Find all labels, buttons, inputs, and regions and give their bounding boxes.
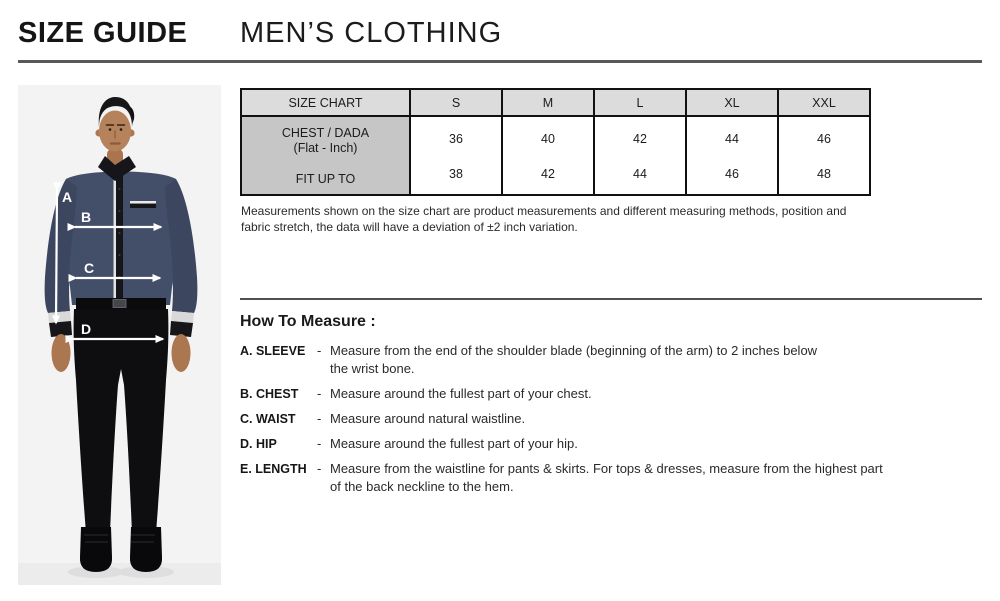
dash-separator: - — [317, 461, 322, 476]
size-values-s: 36 38 — [411, 117, 503, 194]
measure-description: Measure around natural waistline. — [330, 411, 526, 426]
size-chart-header-row — [242, 90, 869, 117]
measure-description: Measure from the end of the shoulder blade (beginning of the arm) to 2 inches below the wrist bone. — [330, 343, 818, 376]
fit-row-label: FIT UP TO — [295, 172, 356, 186]
header-divider — [18, 60, 982, 63]
sleeve-arrow — [56, 190, 57, 323]
note-line-1: Measurements shown on the size chart are product measurements and different measuring methods, position and — [241, 204, 847, 218]
size-values-l: 42 44 — [595, 117, 687, 194]
how-to-measure-title: How To Measure : — [240, 313, 376, 330]
dash-separator: - — [317, 411, 322, 426]
measure-term: C. WAIST — [240, 412, 296, 426]
measure-term: B. CHEST — [240, 387, 299, 401]
measure-term: D. HIP — [240, 437, 277, 451]
size-header-xxl: XXL — [812, 95, 836, 110]
size-header-l: L — [595, 90, 687, 115]
size-chart-table — [240, 88, 871, 196]
measure-description: Measure from the waistline for pants & skirts. For tops & dresses, measure from the highest part of the back neckline to the hem. — [330, 461, 883, 494]
measure-item-sleeve — [240, 342, 988, 378]
page-subtitle: MEN’S CLOTHING — [240, 17, 503, 49]
size-header-s: S — [411, 90, 503, 115]
model-illustration — [18, 85, 221, 585]
measure-item-hip — [240, 435, 988, 453]
measure-item-waist — [240, 410, 988, 428]
size-values-xxl: 46 48 — [779, 117, 869, 194]
size-values-xl: 44 46 — [687, 117, 779, 194]
chest-row-label: CHEST / DADA (Flat - Inch) — [281, 126, 370, 155]
measure-item-length — [240, 460, 988, 496]
size-values-m: 40 42 — [503, 117, 595, 194]
hip-marker-label: D — [81, 321, 92, 337]
dash-separator: - — [317, 386, 322, 401]
size-chart-body-row — [242, 117, 869, 194]
section-divider — [240, 298, 982, 300]
page-title: SIZE GUIDE — [18, 17, 188, 49]
size-header-m: M — [503, 90, 595, 115]
measure-description: Measure around the fullest part of your chest. — [330, 386, 592, 401]
model-photo — [18, 85, 221, 585]
measure-term: E. LENGTH — [240, 462, 307, 476]
dash-separator: - — [317, 343, 322, 358]
size-chart-title-cell: SIZE CHART — [242, 90, 411, 115]
measure-term: A. SLEEVE — [240, 344, 306, 358]
measurement-labels-cell — [242, 117, 411, 194]
dash-separator: - — [317, 436, 322, 451]
measurement-note — [241, 203, 921, 235]
note-line-2: fabric stretch, the data will have a deviation of ±2 inch variation. — [241, 220, 578, 234]
measure-description: Measure around the fullest part of your hip. — [330, 436, 578, 451]
sleeve-marker-label: A — [62, 189, 73, 205]
waist-marker-label: C — [84, 260, 95, 276]
size-header-xl: XL — [687, 90, 779, 115]
how-to-measure-section — [240, 313, 988, 503]
measure-item-chest — [240, 385, 988, 403]
chest-marker-label: B — [81, 209, 92, 225]
